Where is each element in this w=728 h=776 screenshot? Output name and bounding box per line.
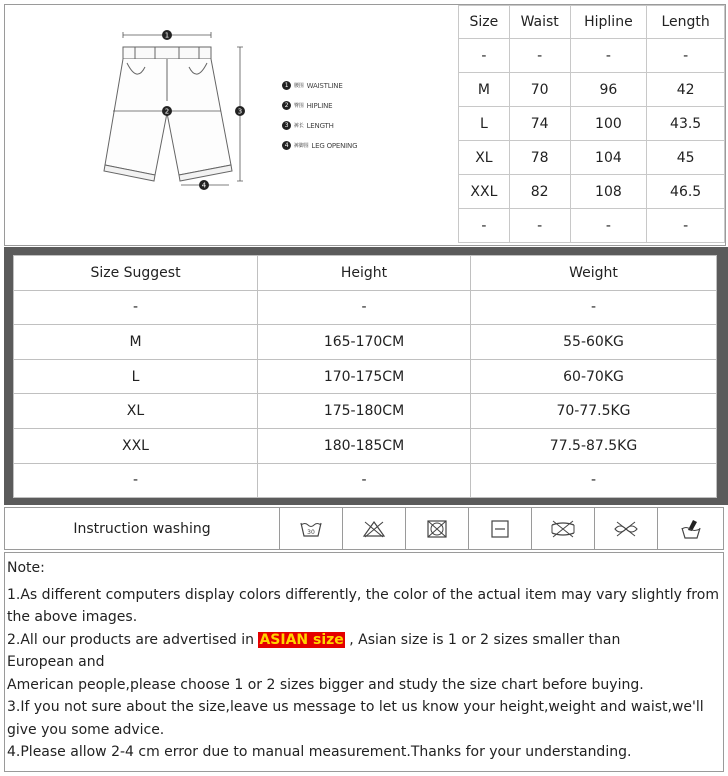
table-cell: XL <box>459 141 510 175</box>
table-cell: 104 <box>570 141 647 175</box>
table-cell: 70 <box>509 73 570 107</box>
table-cell: - <box>570 39 647 73</box>
table-row <box>459 107 725 141</box>
table-cell: - <box>258 290 471 325</box>
table-row <box>459 175 725 209</box>
table-row <box>14 359 717 394</box>
table-cell: L <box>459 107 510 141</box>
legend-num: 4 <box>282 141 291 150</box>
table-row <box>14 325 717 360</box>
size-suggest-section <box>4 247 728 505</box>
table-cell: - <box>509 209 570 243</box>
asian-size-highlight: ASIAN size <box>259 631 344 648</box>
legend-en: LENGTH <box>306 121 334 130</box>
do-not-dry-clean-icon <box>595 508 658 549</box>
table-cell: 82 <box>509 175 570 209</box>
legend-length <box>282 121 334 130</box>
marker-2-label: 2 <box>164 107 170 116</box>
table-cell: - <box>459 209 510 243</box>
size-suggest-table <box>13 255 717 498</box>
legend-num: 2 <box>282 101 291 110</box>
table-cell: 46.5 <box>647 175 725 209</box>
table-cell: - <box>570 209 647 243</box>
note-2-line-3: American people,please choose 1 or 2 sizes bigger and study the size chart before buying. <box>7 676 644 693</box>
table-row <box>14 290 717 325</box>
table-row <box>459 209 725 243</box>
measurement-table <box>458 5 725 243</box>
note-2 <box>7 629 723 652</box>
table-row <box>14 428 717 463</box>
table-cell: 74 <box>509 107 570 141</box>
legend-num: 1 <box>282 81 291 90</box>
header-waist: Waist <box>509 6 570 39</box>
shorts-illustration <box>5 5 458 245</box>
hand-wash-30-icon <box>280 508 343 549</box>
table-cell: - <box>471 463 717 498</box>
table-cell: 108 <box>570 175 647 209</box>
legend-cn: 腰围 <box>294 83 304 89</box>
table-cell: - <box>509 39 570 73</box>
table-cell: - <box>647 39 725 73</box>
table-cell: XXL <box>459 175 510 209</box>
svg-text:30: 30 <box>307 528 315 536</box>
legend-waistline <box>282 81 343 90</box>
table-cell: 43.5 <box>647 107 725 141</box>
do-not-bleach-icon <box>343 508 406 549</box>
legend-leg-opening <box>282 141 357 150</box>
table-cell: M <box>459 73 510 107</box>
notes-section <box>4 552 724 772</box>
legend-cn: 裤脚围 <box>294 143 309 149</box>
washing-label: Instruction washing <box>5 508 280 549</box>
legend-cn: 臀围 <box>294 103 304 109</box>
table-cell: 55-60KG <box>471 325 717 360</box>
table-cell: - <box>258 463 471 498</box>
table-cell: 100 <box>570 107 647 141</box>
washing-instructions <box>4 507 724 550</box>
table-cell: - <box>471 290 717 325</box>
table-cell: 42 <box>647 73 725 107</box>
note-1: 1.As different computers display colors differently, the color of the actual item may vary slightly from the above images. <box>7 586 719 625</box>
table-cell: L <box>14 359 258 394</box>
table-cell: 60-70KG <box>471 359 717 394</box>
table-cell: XXL <box>14 428 258 463</box>
table-cell: - <box>647 209 725 243</box>
table-cell: 45 <box>647 141 725 175</box>
table-cell: 165-170CM <box>258 325 471 360</box>
table-cell: 170-175CM <box>258 359 471 394</box>
shorts-diagram <box>5 5 458 245</box>
table-row <box>459 73 725 107</box>
header-length: Length <box>647 6 725 39</box>
table-row <box>459 141 725 175</box>
dry-flat-icon <box>469 508 532 549</box>
table-header-row <box>14 256 717 291</box>
note-3: 3.If you not sure about the size,leave us message to let us know your height,weight and waist,we'll give you some advice. <box>7 699 704 738</box>
header-size: Size <box>459 6 510 39</box>
measurement-section <box>4 4 726 246</box>
note-2-text: 2.All our products are advertised in <box>7 631 259 648</box>
legend-hipline <box>282 101 332 110</box>
table-cell: - <box>459 39 510 73</box>
table-cell: 78 <box>509 141 570 175</box>
do-not-tumble-dry-icon <box>406 508 469 549</box>
table-cell: 77.5-87.5KG <box>471 428 717 463</box>
hand-wash-icon <box>658 508 723 549</box>
header-weight: Weight <box>471 256 717 291</box>
marker-1-label: 1 <box>164 31 170 40</box>
header-height: Height <box>258 256 471 291</box>
header-size-suggest: Size Suggest <box>14 256 258 291</box>
table-row <box>14 463 717 498</box>
note-2-text-post: , Asian size is 1 or 2 sizes smaller than <box>344 631 621 648</box>
do-not-wring-icon <box>532 508 595 549</box>
table-cell: - <box>14 463 258 498</box>
legend-cn: 裤长 <box>294 123 304 129</box>
notes-title: Note: <box>7 560 45 576</box>
legend-en: WAISTLINE <box>306 81 343 90</box>
table-header-row <box>459 6 725 39</box>
legend-en: LEG OPENING <box>311 141 358 150</box>
table-cell: - <box>14 290 258 325</box>
table-cell: 175-180CM <box>258 394 471 429</box>
marker-3-label: 3 <box>237 107 243 116</box>
table-cell: 70-77.5KG <box>471 394 717 429</box>
table-cell: XL <box>14 394 258 429</box>
table-row <box>459 39 725 73</box>
legend-en: HIPLINE <box>306 101 333 110</box>
table-cell: M <box>14 325 258 360</box>
note-2-line-2: European and <box>7 654 105 670</box>
legend-num: 3 <box>282 121 291 130</box>
note-4: 4.Please allow 2-4 cm error due to manual measurement.Thanks for your understanding. <box>7 744 632 760</box>
table-row <box>14 394 717 429</box>
marker-4-label: 4 <box>201 181 207 190</box>
header-hipline: Hipline <box>570 6 647 39</box>
table-cell: 180-185CM <box>258 428 471 463</box>
table-cell: 96 <box>570 73 647 107</box>
